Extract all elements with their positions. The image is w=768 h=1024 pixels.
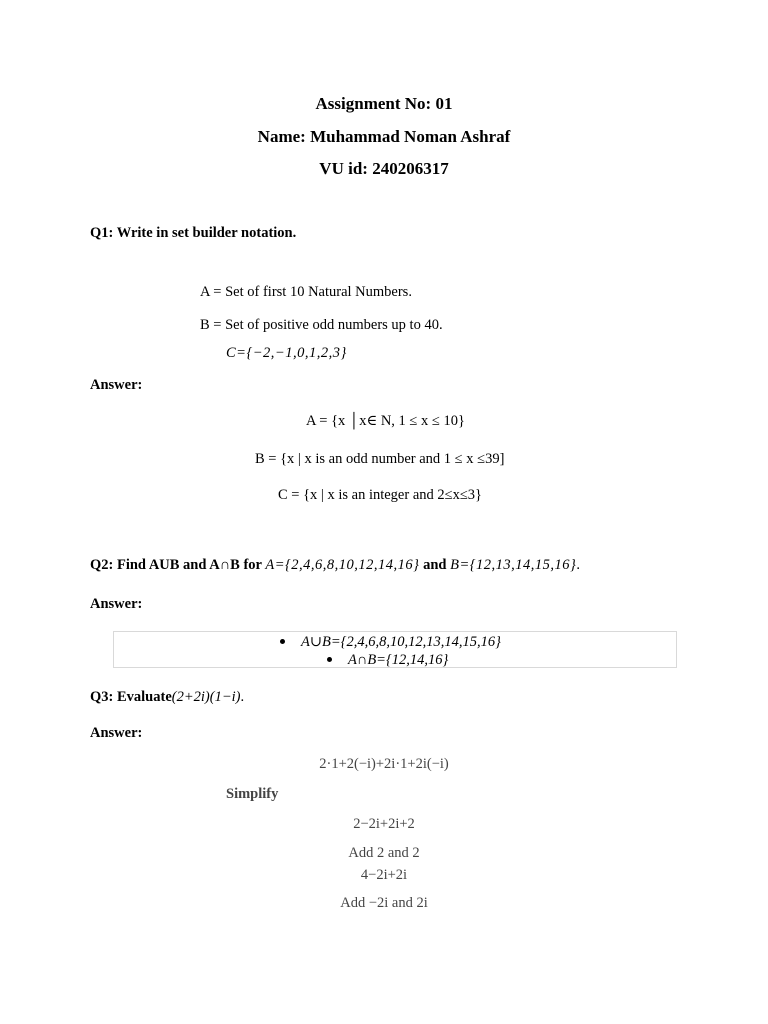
q3-end: . bbox=[240, 689, 245, 705]
q1-answer-b: B = {x | x is an odd number and 1 ≤ x ≤39] bbox=[255, 451, 505, 467]
q2-question bbox=[90, 556, 580, 574]
q3-question bbox=[90, 688, 244, 706]
q3-step-3: 4−2i+2i bbox=[360, 867, 408, 883]
q2-question-prefix: Q2: Find AUB and A∩B for bbox=[90, 557, 266, 573]
bullet-icon bbox=[327, 657, 332, 662]
q2-set-a: A={2,4,6,8,10,12,14,16} bbox=[265, 557, 420, 573]
q2-union-item bbox=[280, 633, 501, 651]
q1-set-a-definition: A = Set of first 10 Natural Numbers. bbox=[200, 284, 412, 300]
q3-step-1: 2·1+2(−i)+2i·1+2i(−i) bbox=[319, 756, 449, 772]
q3-step-2: 2−2i+2i+2 bbox=[353, 816, 415, 832]
q1-answer-c: C = {x | x is an integer and 2≤x≤3} bbox=[278, 487, 483, 503]
q2-end: . bbox=[576, 557, 580, 573]
q3-simplify-label: Simplify bbox=[226, 786, 279, 802]
vu-id: VU id: 240206317 bbox=[319, 159, 449, 178]
q2-answer-label: Answer: bbox=[90, 596, 143, 612]
q3-note-2: Add −2i and 2i bbox=[340, 895, 428, 911]
assignment-title: Assignment No: 01 bbox=[315, 94, 453, 113]
q2-and: and bbox=[419, 557, 451, 573]
q3-expression: (2+2i)(1−i) bbox=[171, 689, 241, 705]
q3-note-1: Add 2 and 2 bbox=[348, 845, 420, 861]
q1-answer-a: A = {x │x∈ N, 1 ≤ x ≤ 10} bbox=[306, 413, 465, 429]
q3-answer-label: Answer: bbox=[90, 725, 143, 741]
bullet-icon bbox=[280, 639, 285, 644]
q2-set-b: B={12,13,14,15,16} bbox=[450, 557, 577, 573]
q1-set-c-definition: C={−2,−1,0,1,2,3} bbox=[226, 345, 347, 361]
q1-set-b-definition: B = Set of positive odd numbers up to 40. bbox=[200, 317, 443, 333]
q2-intersection: A∩B={12,14,16} bbox=[348, 652, 449, 668]
q1-answer-label: Answer: bbox=[90, 377, 143, 393]
q3-question-prefix: Q3: Evaluate bbox=[90, 689, 172, 705]
q2-union: A∪B={2,4,6,8,10,12,13,14,15,16} bbox=[301, 634, 501, 650]
student-name: Name: Muhammad Noman Ashraf bbox=[257, 127, 511, 146]
q1-question: Q1: Write in set builder notation. bbox=[90, 225, 297, 241]
q2-intersection-item bbox=[327, 651, 448, 669]
